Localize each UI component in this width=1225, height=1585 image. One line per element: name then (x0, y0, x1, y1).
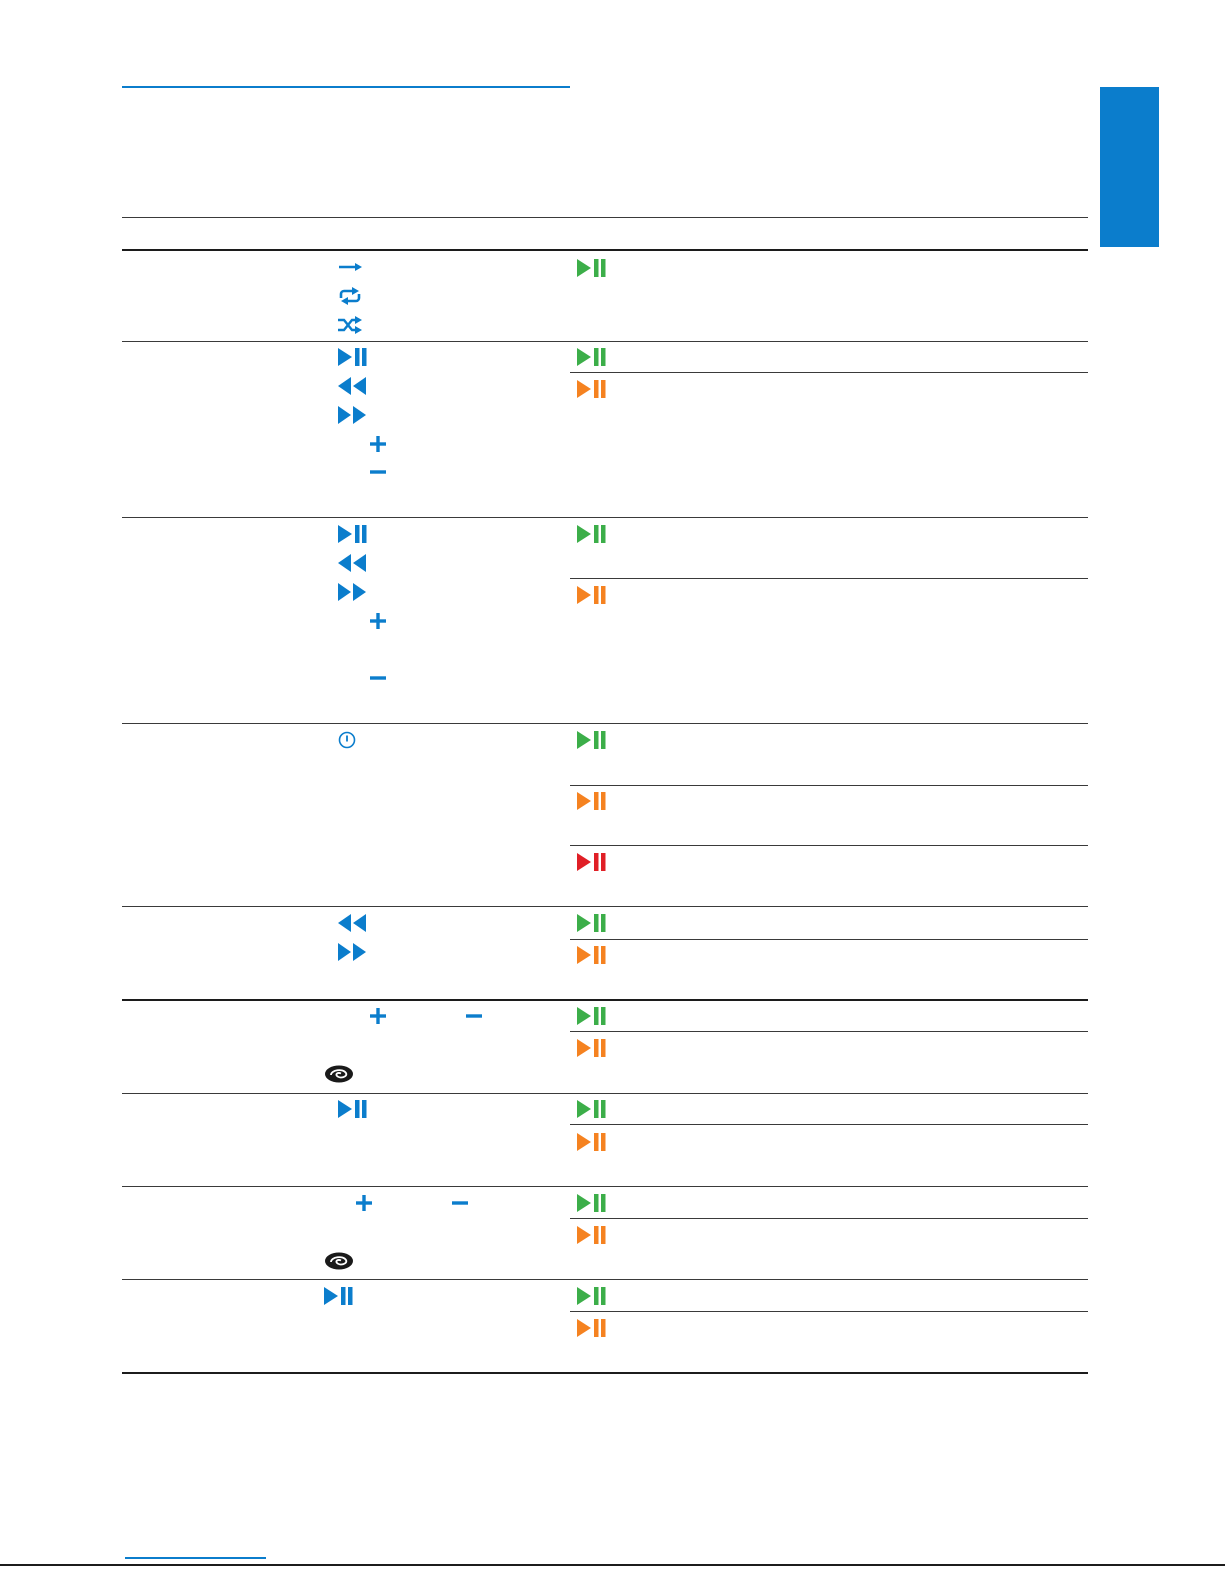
play-pause-led-green-icon (576, 1193, 612, 1215)
footer-accent-rule (125, 1557, 266, 1559)
volume-plus-icon (368, 434, 404, 456)
play-pause-icon (323, 1286, 359, 1308)
row-divider (122, 906, 1088, 907)
sub-row-divider (570, 372, 1088, 373)
spiral-logo-icon (323, 1251, 359, 1273)
power-icon (337, 730, 373, 752)
play-pause-led-green-icon (576, 258, 612, 280)
sub-row-divider (570, 1031, 1088, 1032)
fast-forward-icon (337, 405, 373, 427)
spiral-logo-icon (323, 1064, 359, 1086)
volume-minus-icon (368, 668, 404, 690)
play-pause-led-orange-icon (576, 791, 612, 813)
sub-row-divider (570, 1311, 1088, 1312)
play-pause-icon (337, 1099, 373, 1121)
play-pause-led-green-icon (576, 1099, 612, 1121)
play-pause-icon (337, 347, 373, 369)
sub-row-divider (570, 939, 1088, 940)
play-pause-icon (337, 524, 373, 546)
row-divider (122, 723, 1088, 724)
rewind-icon (337, 913, 373, 935)
volume-plus-icon (368, 1006, 404, 1028)
fast-forward-icon (337, 582, 373, 604)
volume-minus-icon (368, 462, 404, 484)
rewind-icon (337, 376, 373, 398)
play-pause-led-green-icon (576, 347, 612, 369)
row-divider (122, 341, 1088, 342)
play-pause-led-orange-icon (576, 1225, 612, 1247)
sub-row-divider (570, 1218, 1088, 1219)
sub-row-divider (570, 845, 1088, 846)
shuffle-icon (337, 315, 373, 337)
volume-minus-icon (464, 1006, 500, 1028)
play-pause-led-orange-icon (576, 1318, 612, 1340)
header-rule (122, 86, 570, 88)
volume-plus-icon (368, 611, 404, 633)
repeat-icon (337, 286, 373, 308)
row-divider (122, 1093, 1088, 1094)
side-tab (1100, 87, 1159, 247)
play-pause-led-red-icon (576, 852, 612, 874)
play-pause-led-green-icon (576, 730, 612, 752)
sub-row-divider (570, 578, 1088, 579)
play-pause-led-green-icon (576, 913, 612, 935)
table-bottom-rule (122, 1372, 1088, 1374)
play-pause-led-orange-icon (576, 1038, 612, 1060)
footer-rule (0, 1564, 1225, 1566)
volume-minus-icon (450, 1193, 486, 1215)
sub-row-divider (570, 1124, 1088, 1125)
table-header-rule (122, 249, 1088, 251)
sub-row-divider (570, 785, 1088, 786)
row-divider (122, 1186, 1088, 1187)
play-pause-led-green-icon (576, 1006, 612, 1028)
play-pause-led-green-icon (576, 524, 612, 546)
play-once-icon (337, 258, 373, 280)
row-divider (122, 517, 1088, 518)
play-pause-led-green-icon (576, 1286, 612, 1308)
table-top-rule (122, 217, 1088, 218)
volume-plus-icon (354, 1193, 390, 1215)
row-divider (122, 1279, 1088, 1280)
play-pause-led-orange-icon (576, 945, 612, 967)
play-pause-led-orange-icon (576, 585, 612, 607)
play-pause-led-orange-icon (576, 379, 612, 401)
row-divider (122, 999, 1088, 1001)
fast-forward-icon (337, 942, 373, 964)
play-pause-led-orange-icon (576, 1132, 612, 1154)
rewind-icon (337, 553, 373, 575)
